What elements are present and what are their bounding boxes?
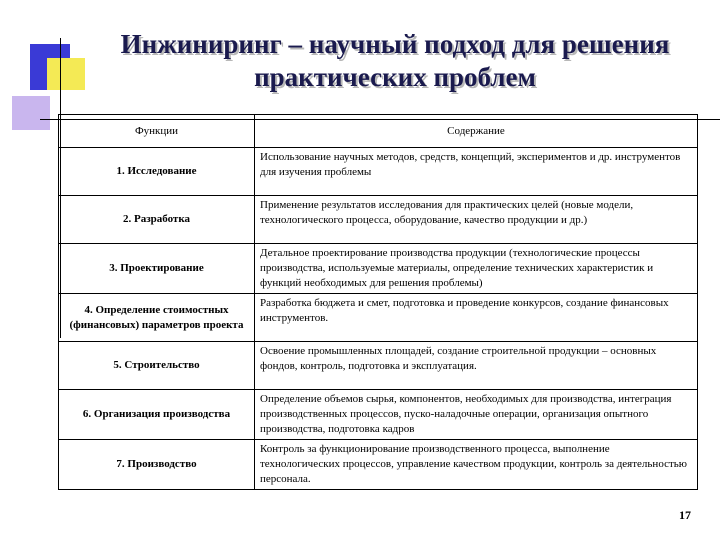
function-cell: 4. Определение стоимостных (финансовых) параметров проекта — [59, 294, 255, 342]
content-cell: Детальное проектирование производства продукции (технологические процессы производства, используемые материалы, определение технических характеристик и функций необходимых для решения проблемы) — [255, 244, 698, 294]
content-cell: Использование научных методов, средств, концепций, экспериментов и др. инструментов для изучения проблемы — [255, 148, 698, 196]
content-cell: Контроль за функционирование производственного процесса, выполнение технологических процессов, управление качеством продукции, контроль за деятельностью персонала. — [255, 440, 698, 490]
content-cell: Применение результатов исследования для практических целей (новые модели, технологического процесса, оборудование, качество продукции и др.) — [255, 196, 698, 244]
function-cell: 1. Исследование — [59, 148, 255, 196]
function-cell: 5. Строительство — [59, 342, 255, 390]
function-cell: 3. Проектирование — [59, 244, 255, 294]
decor-lavender-square — [12, 96, 50, 130]
header-functions: Функции — [59, 115, 255, 148]
table-row — [59, 196, 698, 244]
decor-yellow-square — [47, 58, 85, 90]
table-row — [59, 342, 698, 390]
function-cell: 6. Организация производства — [59, 390, 255, 440]
content-cell: Освоение промышленных площадей, создание строительной продукции – основных фондов, контроль, подготовка и эксплуатация. — [255, 342, 698, 390]
table-row — [59, 390, 698, 440]
table-header-row — [59, 115, 698, 148]
table-row — [59, 294, 698, 342]
content-cell: Определение объемов сырья, компонентов, необходимых для производства, интеграция производственных процессов, пуско-наладочные операции, организация опытного производства, подготовка кадров — [255, 390, 698, 440]
table-row — [59, 244, 698, 294]
functions-table — [58, 114, 698, 490]
header-content: Содержание — [255, 115, 698, 148]
table-row — [59, 148, 698, 196]
function-cell: 7. Производство — [59, 440, 255, 490]
function-cell: 2. Разработка — [59, 196, 255, 244]
content-cell: Разработка бюджета и смет, подготовка и проведение конкурсов, создание финансовых инструментов. — [255, 294, 698, 342]
page-number: 17 — [679, 508, 691, 522]
table-row — [59, 440, 698, 490]
slide-title: Инжиниринг – научный подход для решения практических проблем — [120, 29, 670, 92]
